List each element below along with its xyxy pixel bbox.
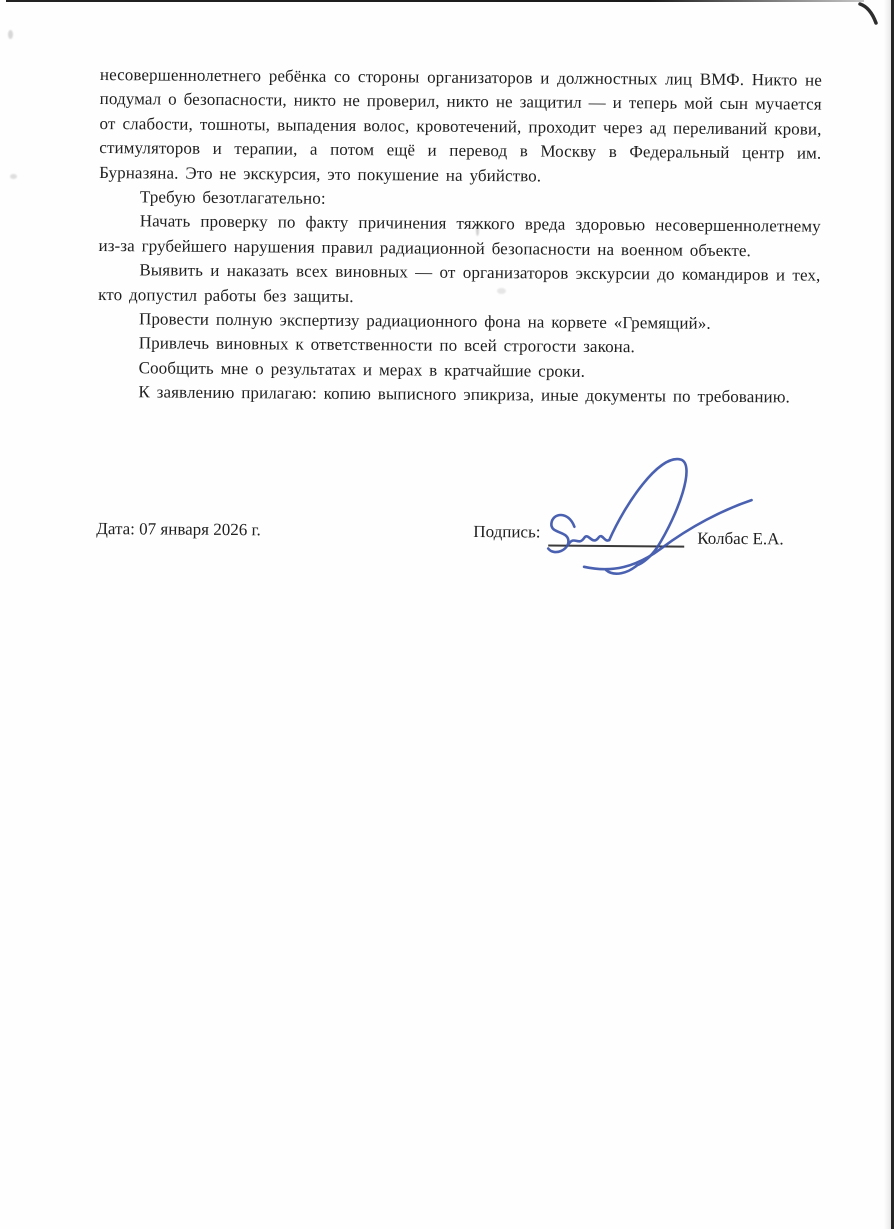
signature-label: Подпись: (473, 521, 541, 542)
paragraph-attachments: К заявлению прилагаю: копию выписного эпикриза, иные документы по требованию. (138, 382, 791, 407)
paragraph-demand-punish: Выявить и наказать всех виновных — от организаторов экскурсии до командиров и тех, кто допустил работы без защиты. (98, 260, 821, 306)
scan-corner-mark (858, 2, 880, 26)
signatory-name: Колбас Е.А. (697, 528, 784, 549)
paragraph-continuation: несовершеннолетнего ребёнка со стороны организаторов и должностных лиц ВМФ. Никто не подумал о безопасности, никто не проверил, никто не защитил — и теперь мой сын мучается от слабости, тошноты, выпадения волос, кровотечений, проходит через ад переливаний крови, стимуляторов и терапии, а потом ещё и перевод в Москву в Федеральный центр им. Бурназяна. Это не экскурсия, это покушение на убийство. (99, 64, 822, 186)
handwritten-signature-icon (540, 448, 773, 582)
scan-speck (8, 30, 13, 39)
scan-speck (10, 174, 17, 179)
paragraph-demand-expertise: Провести полную экспертизу радиационного фона на корвете «Гремящий». (138, 309, 711, 333)
date-line: Дата: 07 января 2026 г. (96, 518, 261, 540)
paragraph-demands-heading: Требую безотлагательно: (139, 187, 326, 208)
paragraph-demand-investigation: Начать проверку по факту причинения тяжкого вреда здоровью несовершеннолетнему из-за грубейшего нарушения правил радиационной безопасности на военном объекте. (98, 211, 821, 260)
paragraph-demand-liability: Привлечь виновных к ответственности по всей строгости закона. (138, 333, 635, 357)
scan-edge-right-shade (884, 0, 891, 1229)
letter-body (96, 63, 822, 549)
signature-underline (548, 545, 684, 548)
signature-block (95, 511, 818, 647)
scan-edge-top-line (6, 0, 864, 2)
paragraph-demand-report: Сообщить мне о результатах и мерах в кратчайшие сроки. (138, 358, 586, 381)
